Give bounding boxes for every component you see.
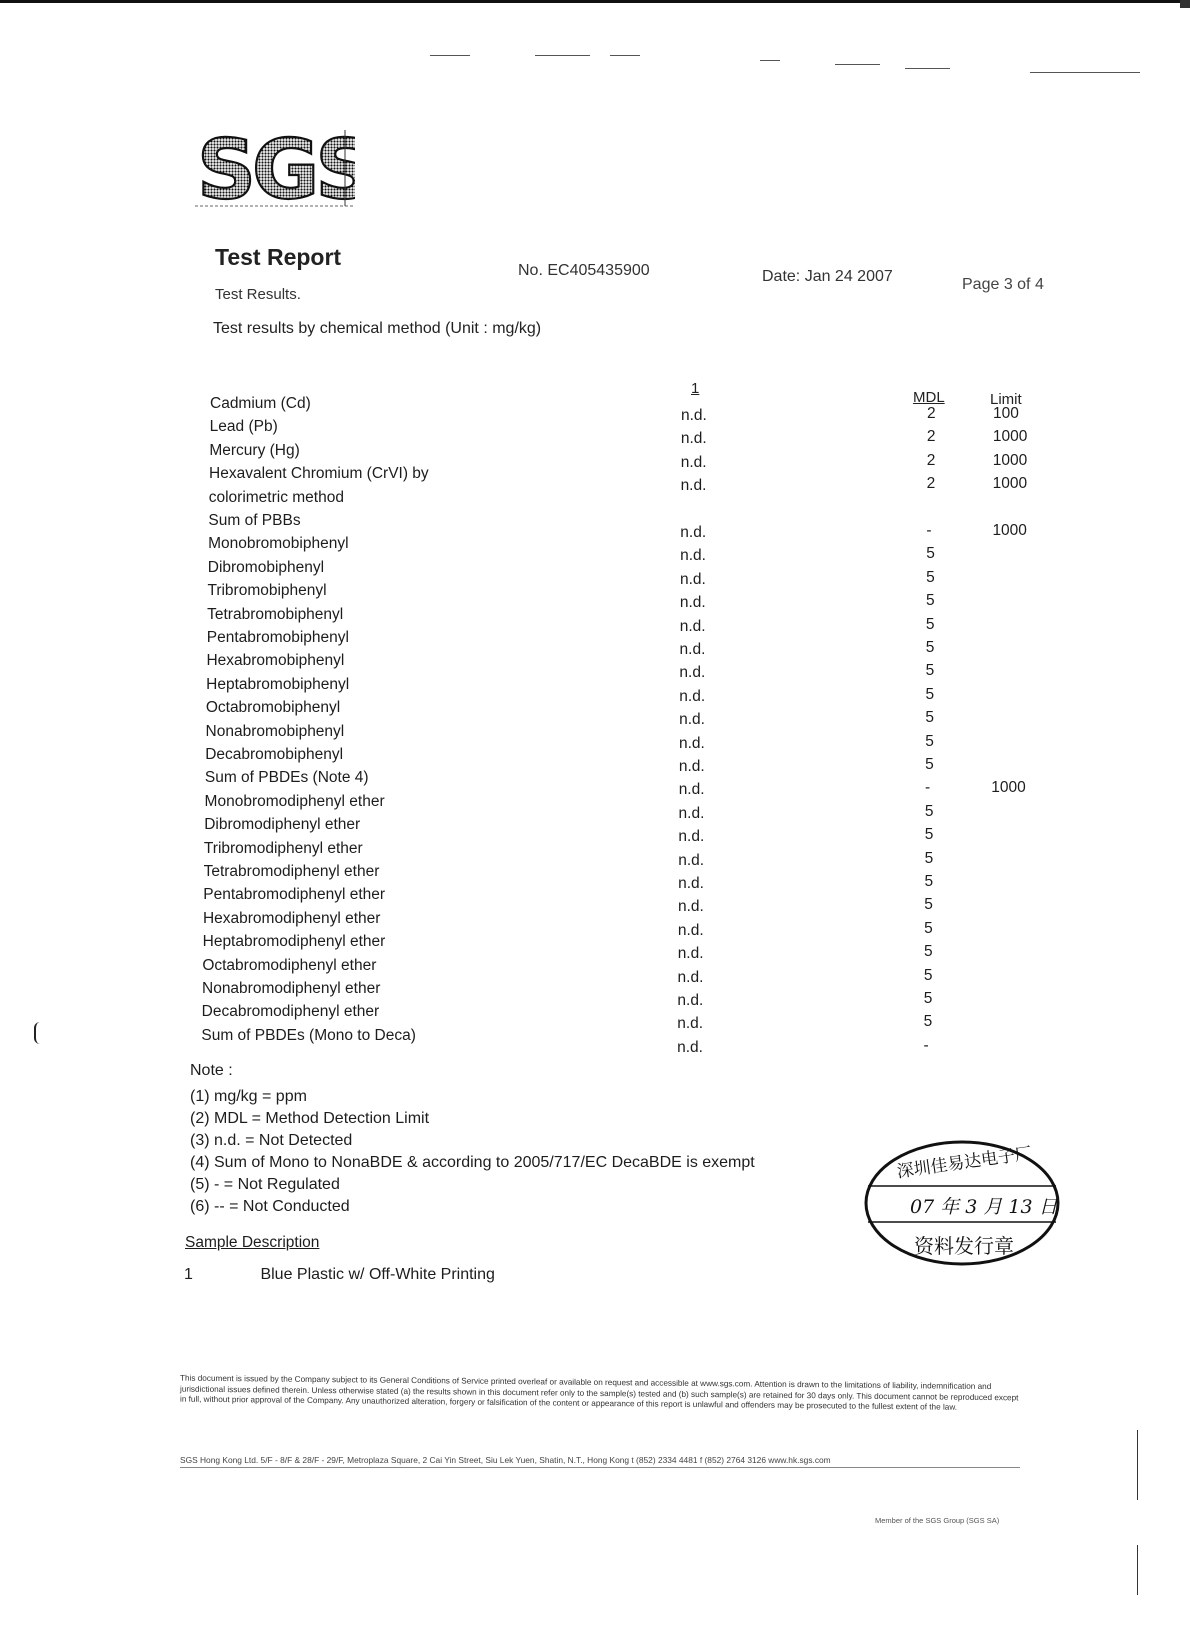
result-value: n.d. (678, 804, 705, 822)
analyte-name: Monobromodiphenyl ether (204, 792, 385, 810)
mdl-value: 5 (924, 849, 934, 867)
mdl-value: 5 (925, 639, 935, 656)
result-value: n.d. (677, 968, 704, 986)
analyte-name: Hexavalent Chromium (CrVI) by (209, 465, 429, 483)
mdl-value: 5 (926, 545, 935, 563)
analyte-name: Tribromobiphenyl (207, 582, 327, 600)
result-value: n.d. (678, 828, 705, 846)
mdl-value: 2 (926, 475, 936, 493)
scan-edge-mark (34, 1022, 40, 1044)
analyte-name: colorimetric method (208, 488, 344, 506)
analyte-name: Pentabromodiphenyl ether (203, 886, 386, 904)
analyte-name: Monobromobiphenyl (208, 535, 349, 553)
analyte-name: Tetrabromobiphenyl (207, 605, 344, 623)
logo-text: SGS (197, 128, 355, 208)
analyte-name: Sum of PBDEs (Note 4) (204, 769, 369, 787)
limit-value: 1000 (991, 779, 1026, 797)
sample-row (184, 1266, 495, 1284)
result-value: n.d. (677, 898, 704, 916)
mdl-value: 5 (925, 662, 935, 680)
mdl-value: 5 (924, 919, 933, 937)
scan-dash (760, 60, 780, 61)
result-value: n.d. (677, 992, 704, 1009)
analyte-name: Tetrabromodiphenyl ether (203, 863, 380, 880)
section-subtitle: Test Results. (215, 286, 301, 303)
scan-top-border (0, 0, 1190, 3)
note-item: (1) mg/kg = ppm (190, 1088, 307, 1105)
sample-description: Blue Plastic w/ Off-White Printing (260, 1266, 495, 1283)
analyte-name: Tribromodiphenyl ether (203, 839, 363, 857)
result-value: n.d. (679, 687, 706, 705)
mdl-value: 5 (925, 756, 934, 773)
notes-title: Note : (190, 1062, 233, 1079)
note-item: (2) MDL = Method Detection Limit (190, 1110, 430, 1127)
result-value: n.d. (679, 664, 706, 682)
result-value: n.d. (677, 1038, 703, 1056)
result-value: n.d. (679, 711, 705, 729)
mdl-value: 5 (924, 826, 934, 844)
result-value: n.d. (677, 945, 704, 963)
analyte-name: Sum of PBDEs (Mono to Deca) (201, 1026, 416, 1044)
result-value: n.d. (681, 407, 707, 424)
result-value: n.d. (680, 547, 706, 565)
scan-dash (1030, 72, 1140, 73)
scan-dash (535, 55, 590, 56)
page-indicator: Page 3 of 4 (962, 276, 1044, 293)
result-value: n.d. (678, 758, 705, 775)
result-value: n.d. (678, 875, 704, 892)
scan-dash (610, 55, 640, 56)
result-value: n.d. (677, 921, 704, 939)
analyte-name: Octabromobiphenyl (205, 699, 341, 717)
mdl-value: 5 (924, 873, 934, 890)
mdl-value: 5 (925, 592, 935, 610)
mdl-value: 5 (926, 568, 935, 586)
result-value: n.d. (678, 734, 705, 752)
notes-section (190, 1062, 755, 1220)
mdl-value: 2 (926, 451, 936, 469)
footer-member-text: Member of the SGS Group (SGS SA) (875, 1516, 1000, 1525)
scan-edge-mark (1137, 1430, 1138, 1500)
scan-edge-mark (1180, 0, 1190, 8)
mdl-value: 5 (925, 709, 934, 727)
analyte-name: Dibromodiphenyl ether (204, 816, 361, 834)
mdl-value: 5 (923, 966, 933, 984)
analyte-name: Pentabromobiphenyl (206, 629, 349, 646)
analyte-name: Hexabromodiphenyl ether (202, 909, 381, 927)
scan-edge-mark (1137, 1545, 1138, 1595)
report-date: Date: Jan 24 2007 (762, 268, 893, 285)
result-value: n.d. (679, 617, 706, 635)
mdl-value: 5 (924, 802, 934, 820)
analyte-name: Cadmium (Cd) (210, 395, 311, 412)
result-value: n.d. (680, 477, 707, 495)
note-item: (3) n.d. = Not Detected (190, 1132, 353, 1149)
mdl-value: 5 (925, 615, 935, 633)
analyte-name: Hexabromobiphenyl (206, 652, 345, 670)
mdl-value: 5 (925, 685, 935, 703)
limit-value: 1000 (992, 451, 1028, 469)
sgs-logo (195, 128, 355, 208)
result-value: n.d. (680, 430, 707, 448)
analyte-name: Nonabromodiphenyl ether (202, 980, 381, 997)
company-stamp (862, 1138, 1062, 1268)
mdl-value: 5 (923, 1013, 933, 1031)
analyte-name: Sum of PBBs (208, 512, 301, 529)
result-value: n.d. (680, 524, 707, 541)
note-item: (4) Sum of Mono to NonaBDE & according to 2005/717/EC DecaBDE is exempt (190, 1154, 755, 1171)
limit-value: 1000 (992, 475, 1028, 493)
result-value: n.d. (677, 1015, 704, 1033)
footer-legal-text: This document is issued by the Company subject to its General Conditions of Service printed overleaf or available on request and accessible at www.sgs.com. Attention is drawn to the limitations of liability, indemnification and jurisdictional issues defined therein. Unless otherwise stated (a) the results shown in this document refer only to the sample(s) tested and (b) such sample(s) are retained for 30 days only. This document cannot be reproduced except in full, without prior approval of the Company. Any unauthorized alteration, forgery or falsification of the content or appearance of this report is unlawful and offenders may be prosecuted to the fullest extent of the law. (180, 1373, 1019, 1412)
scan-dash (905, 68, 950, 69)
result-value: n.d. (678, 851, 705, 869)
note-item: (5) - = Not Regulated (190, 1176, 340, 1193)
mdl-value: 5 (925, 732, 934, 750)
scan-dash (835, 64, 880, 65)
stamp-bottom-text: 资料发行章 (914, 1234, 1014, 1258)
result-value: n.d. (678, 781, 705, 799)
analyte-name: Decabromobiphenyl (205, 746, 344, 763)
scan-dash (430, 55, 470, 56)
analyte-name: Octabromodiphenyl ether (202, 956, 377, 974)
sample-description-heading: Sample Description (185, 1234, 320, 1251)
mdl-value: 5 (924, 943, 933, 961)
result-value: n.d. (679, 594, 706, 612)
report-title: Test Report (215, 244, 342, 270)
column-header-limit: Limit (990, 391, 1022, 408)
result-value: n.d. (679, 570, 706, 588)
stamp-date-text: 07 年 3 月 13 日 (910, 1196, 1058, 1218)
analyte-name: Lead (Pb) (209, 418, 278, 436)
limit-value: 1000 (992, 522, 1027, 539)
stamp-company-text: 深圳佳易达电子厂 (895, 1143, 1034, 1183)
analyte-name: Heptabromobiphenyl (206, 675, 350, 693)
analyte-name: Heptabromodiphenyl ether (202, 933, 386, 951)
mdl-value: 5 (923, 990, 933, 1007)
note-item: (6) -- = Not Conducted (190, 1198, 350, 1215)
mdl-value: - (923, 1036, 929, 1054)
column-header-sample: 1 (691, 380, 700, 397)
column-header-mdl: MDL (913, 389, 945, 406)
result-value: n.d. (679, 641, 706, 658)
limit-value: 100 (993, 405, 1019, 422)
limit-value: 1000 (992, 428, 1028, 446)
method-line: Test results by chemical method (Unit : mg/kg) (213, 320, 542, 337)
analyte-name: Dibromobiphenyl (207, 558, 325, 576)
mdl-value: 5 (924, 896, 933, 914)
mdl-value: - (926, 522, 932, 539)
report-number: No. EC405435900 (518, 262, 650, 279)
sample-number: 1 (184, 1266, 193, 1283)
analyte-name: Nonabromobiphenyl (205, 722, 345, 740)
mdl-value: 2 (926, 428, 936, 446)
footer-address: SGS Hong Kong Ltd. 5/F - 8/F & 28/F - 29/F, Metroplaza Square, 2 Cai Yin Street, Siu Lek Yuen, Shatin, N.T., Hong Kong t (852) 2334 4481 f (852) 2764 3126 www.hk.sgs.com (180, 1455, 1020, 1468)
analyte-name: Mercury (Hg) (209, 441, 300, 459)
analyte-name: Decabromodiphenyl ether (201, 1003, 380, 1021)
sgs-logo-icon (195, 128, 355, 208)
mdl-value: 2 (927, 405, 936, 422)
result-value: n.d. (680, 453, 707, 471)
mdl-value: - (924, 779, 931, 797)
